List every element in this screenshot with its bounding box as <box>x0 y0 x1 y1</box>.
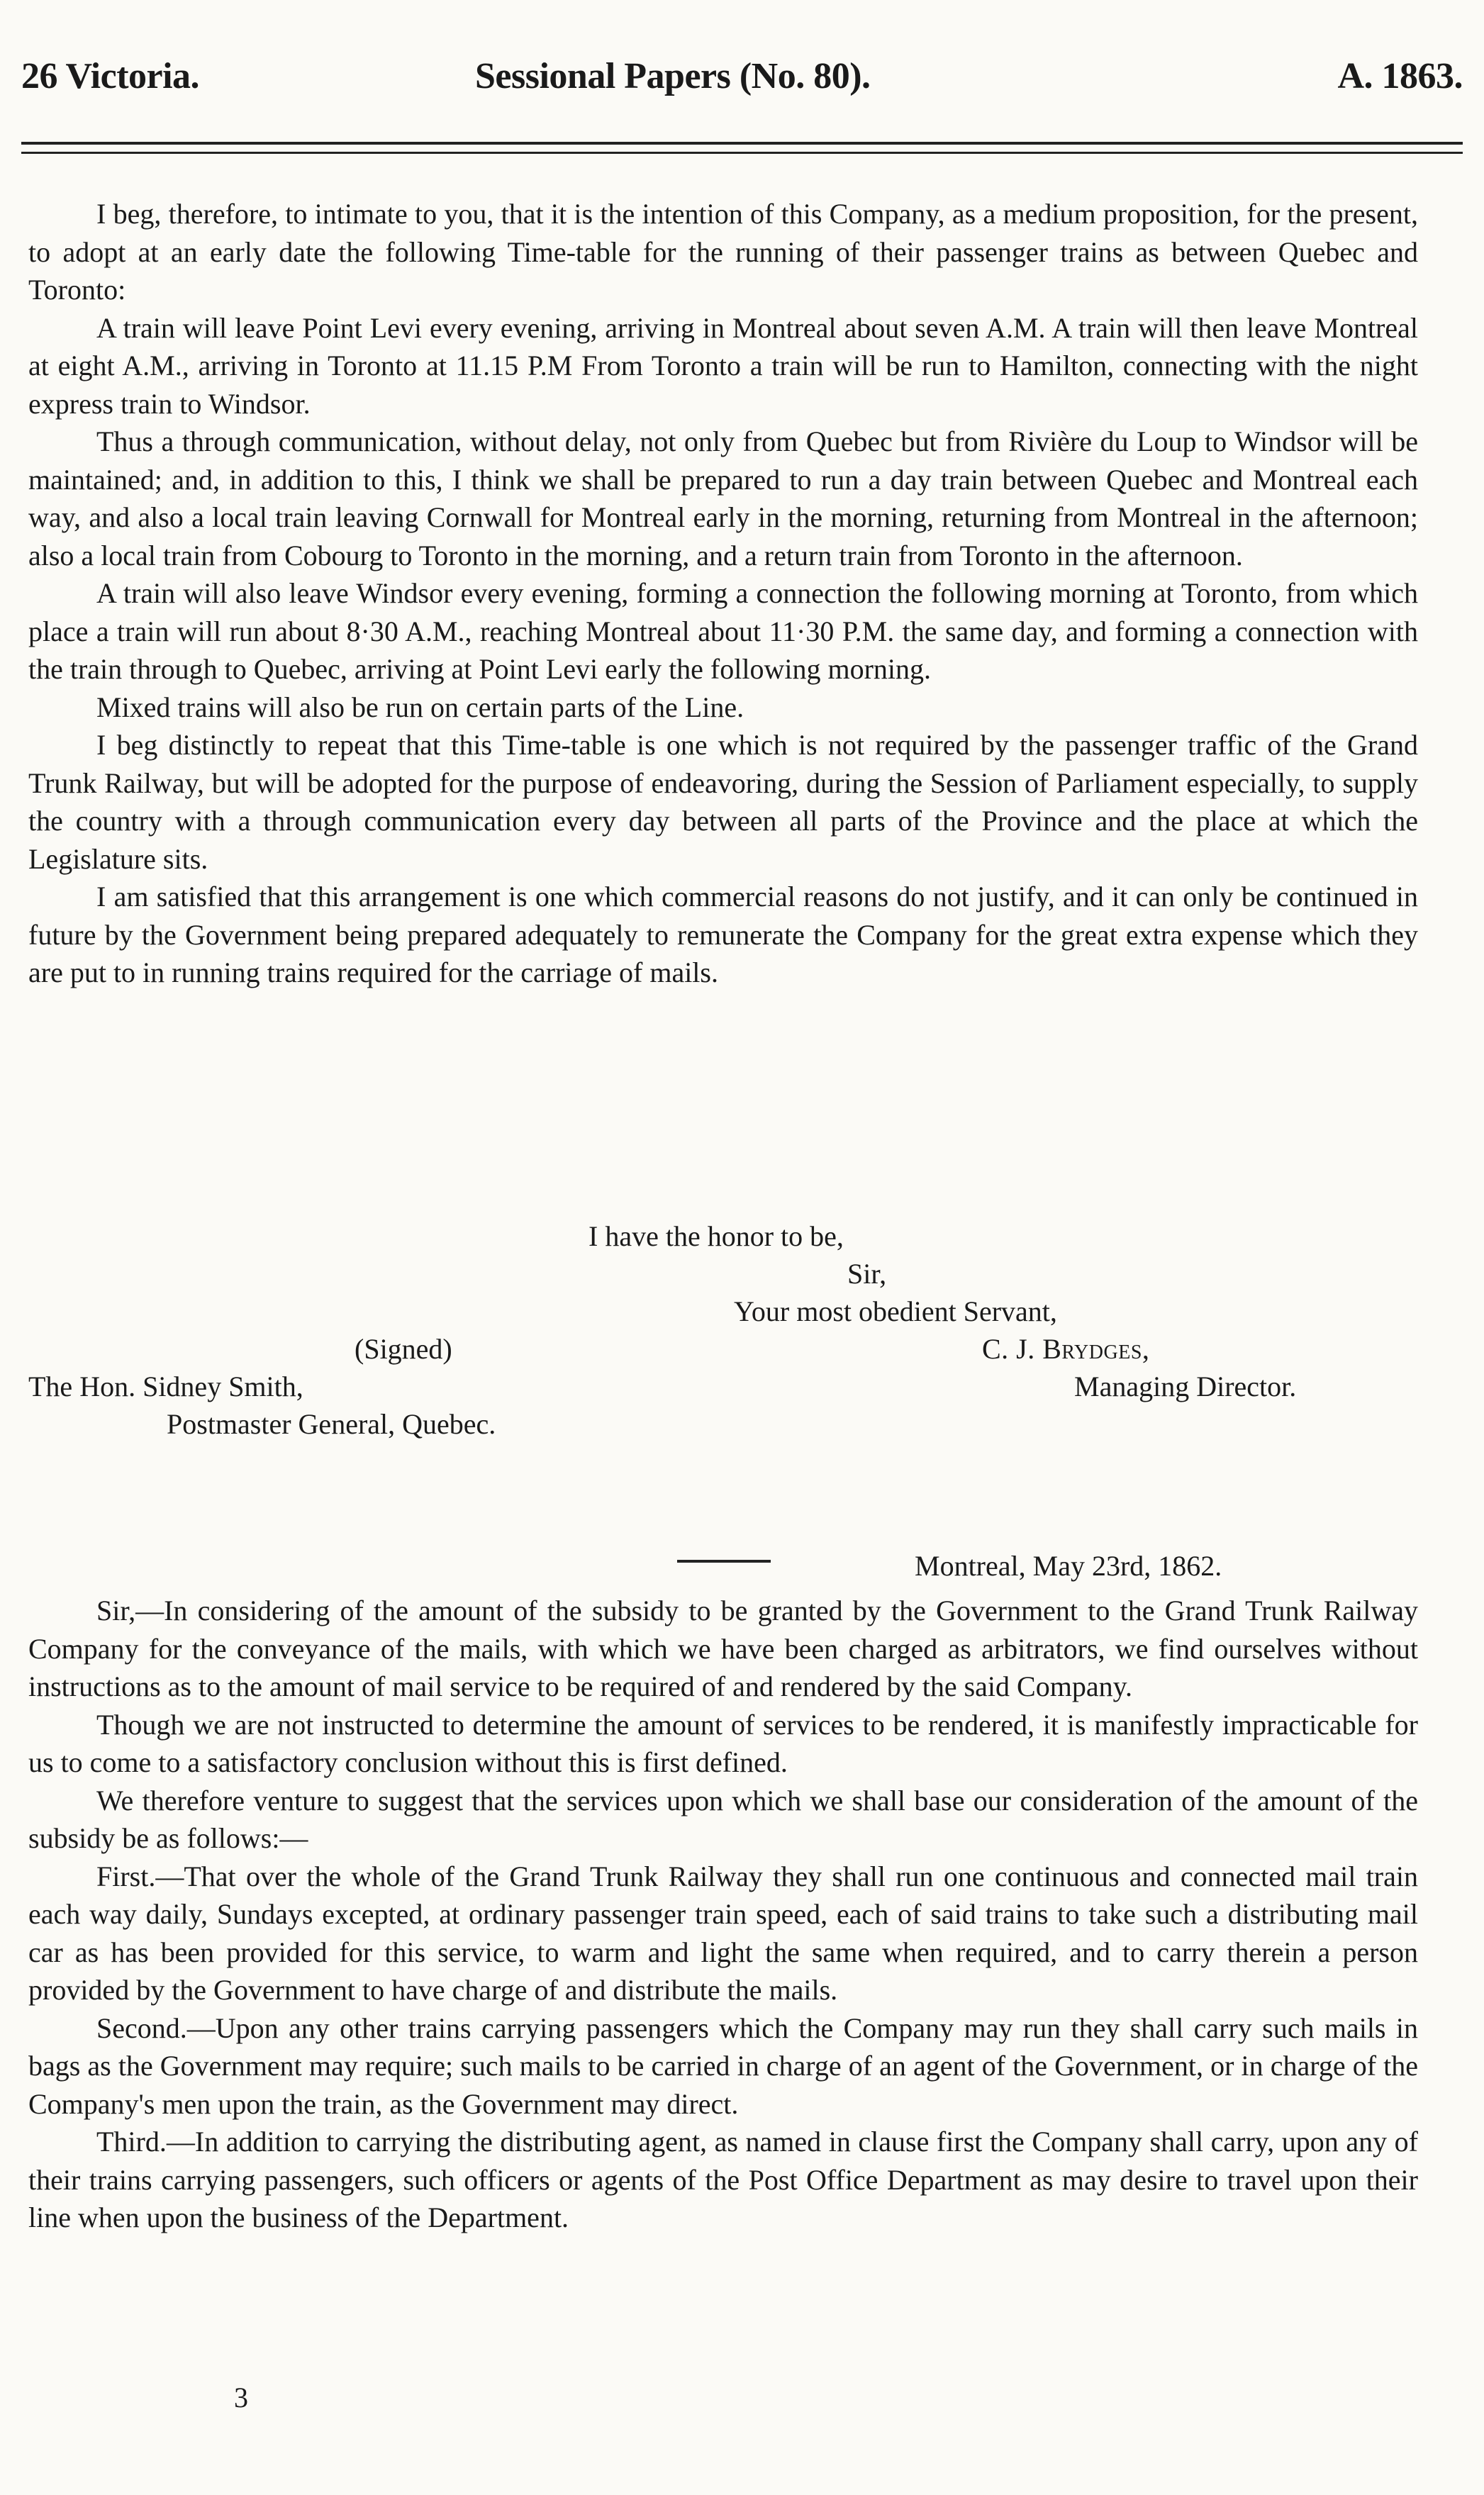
closing-servant: Your most obedient Servant, <box>734 1295 1057 1327</box>
header-rule-top <box>21 142 1463 145</box>
letter2-body <box>28 1592 1418 2237</box>
paragraph: I beg distinctly to repeat that this Time-table is one which is not required by the passenger traffic of the Grand Trunk Railway, but will be adopted for the purpose of endeavoring, during the Session of Parliament especially, to supply the country with a through communication every day between all parts of the Province and the place at which the Legislature sits. <box>28 729 1418 875</box>
section-divider <box>677 1560 771 1563</box>
page-number: 3 <box>234 2382 248 2413</box>
paragraph: Third.—In addition to carrying the distributing agent, as named in clause first the Company shall carry, upon any of their trains carrying passengers, such officers or agents of the Post Office Department as may desire to travel upon their line when upon the business of the Department. <box>28 2126 1418 2233</box>
closing-honor: I have the honor to be, <box>588 1220 844 1252</box>
addressee-name: The Hon. Sidney Smith, <box>28 1371 303 1402</box>
header-session: 26 Victoria. <box>21 56 200 96</box>
paragraph: First.—That over the whole of the Grand Trunk Railway they shall run one continuous and connected mail train each way daily, Sundays excepted, at ordinary passenger train speed, each of said trains to take such a distributing mail car as has been provided for this service, to warm and light the same when required, and to carry therein a person provided by the Government to have charge of and distribute the mails. <box>28 1860 1418 2006</box>
signer-name: C. J. Brydges, <box>982 1333 1150 1365</box>
letter1-body <box>28 195 1418 992</box>
paragraph: Sir,—In considering of the amount of the subsidy to be granted by the Government to the Grand Trunk Railway Company for the conveyance of the mails, with which we have been charged as arbitrators, we find ourselves without instructions as to the amount of mail service to be required of and rendered by the said Company. <box>28 1595 1418 1702</box>
header-title: Sessional Papers (No. 80). <box>475 56 871 96</box>
header-rule-bottom <box>21 152 1463 154</box>
paragraph: I beg, therefore, to intimate to you, that it is the intention of this Company, as a medium proposition, for the present, to adopt at an early date the following Time-table for the running of their passenger trains as between Quebec and Toronto: <box>28 198 1418 306</box>
paragraph: A train will also leave Windsor every evening, forming a connection the following morning at Toronto, from which place a train will run about 8·30 A.M., reaching Montreal about 11·30 P.M. the same day, and forming a connection with the train through to Quebec, arriving at Point Levi early the following morning. <box>28 577 1418 685</box>
paragraph: Thus a through communication, without delay, not only from Quebec but from Rivière du Loup to Windsor will be maintained; and, in addition to this, I think we shall be prepared to run a day train between Quebec and Montreal each way, and also a local train leaving Cornwall for Montreal early in the morning, returning from Montreal in the afternoon; also a local train from Cobourg to Toronto in the morning, and a return train from Toronto in the afternoon. <box>28 425 1418 571</box>
page-header <box>21 55 1463 105</box>
paragraph: I am satisfied that this arrangement is one which commercial reasons do not justify, and it can only be continued in future by the Government being prepared adequately to remunerate the Company for the great extra expense which they are put to in running trains required for the carriage of mails. <box>28 881 1418 988</box>
closing-sir: Sir, <box>847 1258 887 1290</box>
addressee-title: Postmaster General, Quebec. <box>167 1408 496 1440</box>
signer-title: Managing Director. <box>1074 1371 1297 1402</box>
paragraph: A train will leave Point Levi every evening, arriving in Montreal about seven A.M. A train will then leave Montreal at eight A.M., arriving in Toronto at 11.15 P.M From Toronto a train will be run to Hamilton, connecting with the night express train to Windsor. <box>28 311 1418 420</box>
paragraph: Mixed trains will also be run on certain parts of the Line. <box>96 691 744 723</box>
paragraph: Though we are not instructed to determine the amount of services to be rendered, it is manifestly impracticable for us to come to a satisfactory conclusion without this is first defined. <box>28 1708 1418 1778</box>
header-year: A. 1863. <box>1337 56 1463 96</box>
dateline: Montreal, May 23rd, 1862. <box>915 1550 1222 1582</box>
paragraph: We therefore venture to suggest that the services upon which we shall base our consideration of the amount of the subsidy be as follows:— <box>28 1784 1418 1854</box>
paragraph: Second.—Upon any other trains carrying passengers which the Company may run they shall carry such mails in bags as the Government may require; such mails to be carried in charge of an agent of the Government, or in charge of the Company's men upon the train, as the Government may direct. <box>28 2011 1418 2120</box>
signed-note: (Signed) <box>355 1333 452 1365</box>
